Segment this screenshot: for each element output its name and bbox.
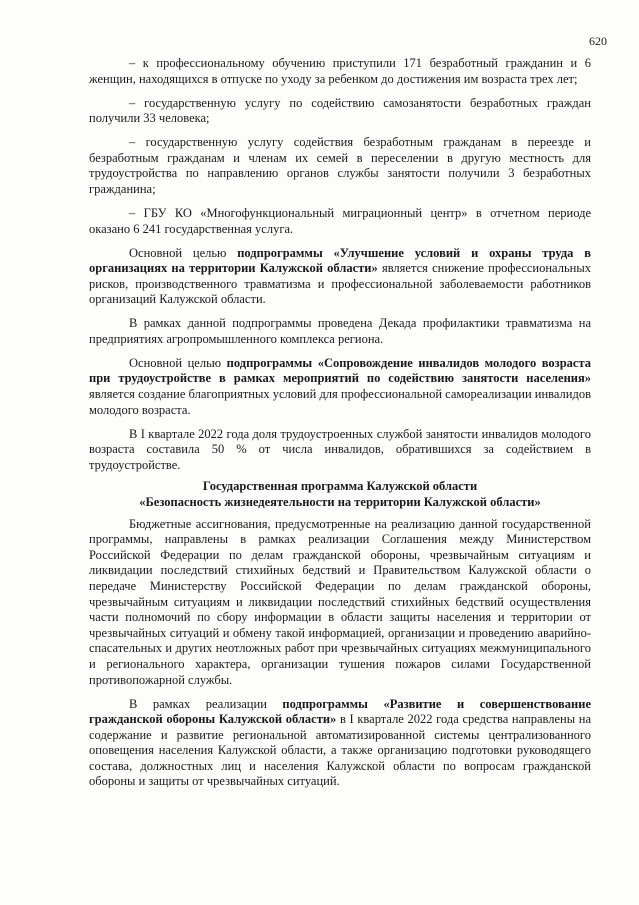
document-body — [89, 56, 591, 798]
paragraph-relocation: – государственную услугу содействия безработным гражданам в переезде и безработным гражданам и членам их семей в переселении в другую местность для трудоустройства по направлению органов службы занятости получили 3 безработных гражданина; — [89, 135, 591, 196]
subprogram-young-disabled-title: подпрограммы «Сопровождение инвалидов молодого возраста при трудоустройстве в рамках мероприятий по содействию занятости населения» — [89, 355, 591, 386]
subprogram-labor-safety-title: подпрограммы «Улучшение условий и охраны труда в организациях на территории Калужской области» — [89, 245, 591, 276]
paragraph-civil-defense-start: В рамках реализации — [129, 696, 283, 711]
paragraph-young-disabled-start: Основной целью — [129, 355, 227, 370]
paragraph-labor-safety-end: является снижение профессиональных рисков, производственного травматизма и профессиональной заболеваемости работников организаций Калужской области. — [89, 261, 591, 307]
page-number: 620 — [589, 34, 607, 48]
section-heading-line1: Государственная программа Калужской области — [202, 479, 478, 494]
paragraph-self-employment: – государственную услугу по содействию самозанятости безработных граждан получили 33 человека; — [89, 95, 591, 126]
paragraph-young-disabled-subprogram — [89, 356, 591, 418]
paragraph-budget-allocations: Бюджетные ассигнования, предусмотренные на реализацию данной государственной программы, направлены в рамках реализации Соглашения между Министерством Российской Федерации по делам гражданской обороны, чрезвычайным ситуациям и ликвидации последствий стихийных бедствий и Правительством Калужской области о передаче Министерству Российской Федерации по делам гражданской обороны, чрезвычайным ситуациям и ликвидации последствий стихийных бедствий осуществления части полномочий по сбору информации в области защиты населения и территории от чрезвычайных ситуаций и обмену такой информацией, организации и проведению аварийно-спасательных и других неотложных работ при чрезвычайных ситуациях межмуниципального и регионального характера, организации тушения пожаров силами Государственной противопожарной службы. — [89, 516, 591, 687]
paragraph-civil-defense-subprogram — [89, 697, 591, 791]
paragraph-labor-safety-start: Основной целью — [129, 245, 238, 260]
paragraph-young-disabled-end: является создание благоприятных условий для профессиональной самореализации инвалидов молодого возраста. — [89, 387, 591, 417]
section-heading-line2: «Безопасность жизнедеятельности на территории Калужской области» — [139, 494, 541, 509]
paragraph-injury-prevention-decade: В рамках данной подпрограммы проведена Декада профилактики травматизма на предприятиях агропромышленного комплекса региона. — [89, 316, 591, 346]
paragraph-migration-center: – ГБУ КО «Многофункциональный миграционный центр» в отчетном периоде оказано 6 241 государственная услуга. — [89, 205, 591, 236]
section-heading — [89, 479, 591, 510]
paragraph-professional-training: – к профессиональному обучению приступили 171 безработный гражданин и 6 женщин, находящихся в отпуске по уходу за ребенком до достижения им возраста трех лет; — [89, 56, 591, 86]
paragraph-labor-safety-subprogram — [89, 246, 591, 308]
paragraph-civil-defense-end: в I квартале 2022 года средства направлены на содержание и развитие региональной автоматизированной системы централизованного оповещения населения Калужской области, а также организацию подготовки руководящего состава, должностных лиц и населения Калужской области по вопросам гражданской обороны и защиты от чрезвычайных ситуаций. — [89, 712, 592, 789]
subprogram-civil-defense-title: подпрограммы «Развитие и совершенствование гражданской обороны Калужской области» — [89, 696, 591, 727]
paragraph-employment-share: В I квартале 2022 года доля трудоустроенных службой занятости инвалидов молодого возраста составила 50 % от числа инвалидов, обратившихся за содействием в трудоустройстве. — [89, 426, 591, 472]
